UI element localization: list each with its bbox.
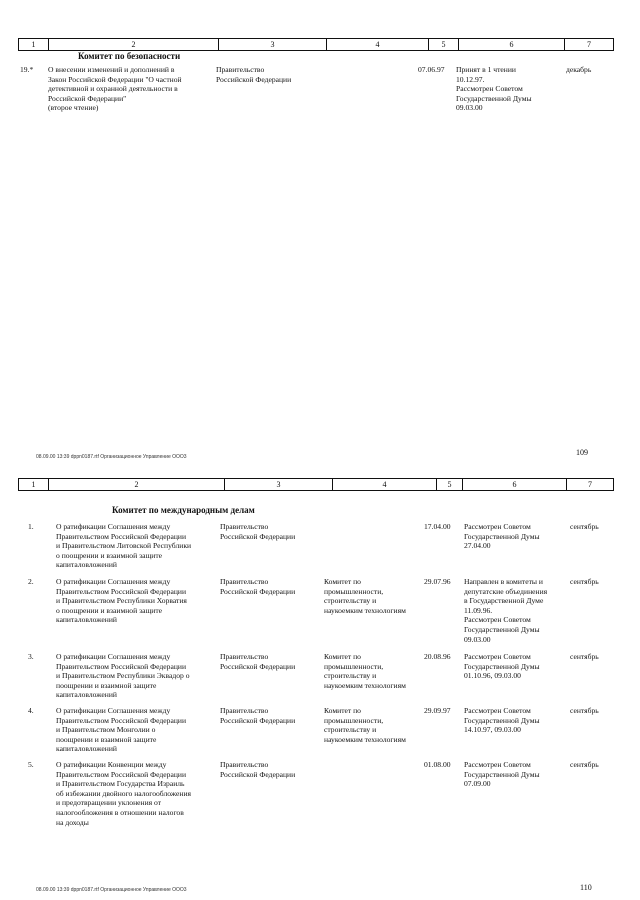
entry-month: сентябрь xyxy=(570,522,599,531)
entry-status: Рассмотрен Советом Государственной Думы 27.04.00 xyxy=(464,522,540,551)
column-number-row xyxy=(18,478,614,491)
entry-number: 19.* xyxy=(20,65,34,74)
entry-status: Направлен в комитеты и депутатские объединения в Государственной Думе 11.09.96. Рассмотрен Советом Государственной Думы 09.03.00 xyxy=(464,577,548,644)
column-number: 5 xyxy=(429,39,459,50)
entry-status: Рассмотрен Советом Государственной Думы 01.10.96, 09.03.00 xyxy=(464,652,540,681)
entry-author: Правительство Российской Федерации xyxy=(220,652,296,671)
entry-title: О внесении изменений и дополнений в Закон Российской Федерации "О частной детективной и охранной деятельности в Российской Федерации" (второе чтение) xyxy=(48,65,182,113)
column-number: 6 xyxy=(459,39,565,50)
entry-status: Рассмотрен Советом Государственной Думы 07.09.00 xyxy=(464,760,540,789)
entry-month: декабрь xyxy=(566,65,592,74)
page-section-110 xyxy=(0,470,640,900)
entry-date: 29.07.96 xyxy=(424,577,451,586)
entry-date: 20.08.96 xyxy=(424,652,451,661)
entry-author: Правительство Российской Федерации xyxy=(220,706,296,725)
page-footer: 08.09.00 13:39 dppn0187.rtf Организационное Управление ООО3 xyxy=(36,887,187,893)
entry-number: 1. xyxy=(28,522,34,531)
page-footer: 08.09.00 13:39 dppn0187.rtf Организационное Управление ООО3 xyxy=(36,454,187,460)
entry-month: сентябрь xyxy=(570,760,599,769)
entry-title: О ратификации Соглашения между Правительством Российской Федерации и Правительством Республики Хорватия о поощрении и взаимной защите капиталовложений xyxy=(56,577,187,625)
entry-date: 01.08.00 xyxy=(424,760,451,769)
column-number: 7 xyxy=(587,40,591,49)
column-number: 3 xyxy=(219,39,327,50)
entry-number: 5. xyxy=(28,760,34,769)
column-number: 2 xyxy=(49,39,219,50)
entry-author: Правительство Российской Федерации xyxy=(220,522,296,541)
column-number: 6 xyxy=(463,479,567,490)
entry-month: сентябрь xyxy=(570,577,599,586)
entry-month: сентябрь xyxy=(570,652,599,661)
entry-author: Правительство Российской Федерации xyxy=(220,577,296,596)
page-number: 110 xyxy=(580,883,592,892)
column-number: 2 xyxy=(49,479,225,490)
entry-status: Принят в 1 чтении 10.12.97. Рассмотрен Советом Государственной Думы 09.03.00 xyxy=(456,65,532,113)
column-number: 7 xyxy=(588,480,592,489)
column-number: 3 xyxy=(225,479,333,490)
entry-number: 4. xyxy=(28,706,34,715)
entry-number: 3. xyxy=(28,652,34,661)
entry-committee: Комитет по промышленности, строительству и наукоемким технологиям xyxy=(324,652,406,690)
entry-title: О ратификации Соглашения между Правительством Российской Федерации и Правительством Монголии о поощрении и взаимной защите капиталовложений xyxy=(56,706,187,754)
column-number: 4 xyxy=(327,39,429,50)
column-number: 1 xyxy=(19,39,49,50)
entry-title: О ратификации Конвенции между Правительством Российской Федерации и Правительством Государства Израиль об избежании двойного налогообложения и предотвращении уклонения от налогообложения в отношении налогов на доходы xyxy=(56,760,192,827)
entry-number: 2. xyxy=(28,577,34,586)
entry-date: 17.04.00 xyxy=(424,522,451,531)
entry-status: Рассмотрен Советом Государственной Думы 14.10.97, 09.03.00 xyxy=(464,706,540,735)
column-number: 1 xyxy=(19,479,49,490)
column-number-row xyxy=(18,38,614,51)
entry-title: О ратификации Соглашения между Правительством Российской Федерации и Правительством Литовской Республики о поощрении и взаимной защите капиталовложений xyxy=(56,522,192,570)
column-number: 5 xyxy=(437,479,463,490)
committee-heading: Комитет по безопасности xyxy=(78,51,181,61)
entry-author: Правительство Российской Федерации xyxy=(216,65,292,84)
committee-heading: Комитет по международным делам xyxy=(112,505,255,515)
entry-author: Правительство Российской Федерации xyxy=(220,760,296,779)
column-number: 4 xyxy=(333,479,437,490)
entry-date: 29.09.97 xyxy=(424,706,451,715)
entry-title: О ратификации Соглашения между Правительством Российской Федерации и Правительством Республики Эквадор о поощрении и взаимной защите капиталовложений xyxy=(56,652,190,700)
entry-date: 07.06.97 xyxy=(418,65,445,74)
entry-month: сентябрь xyxy=(570,706,599,715)
entry-committee: Комитет по промышленности, строительству и наукоемким технологиям xyxy=(324,577,406,615)
page-number: 109 xyxy=(576,448,588,457)
entry-committee: Комитет по промышленности, строительству и наукоемким технологиям xyxy=(324,706,406,744)
